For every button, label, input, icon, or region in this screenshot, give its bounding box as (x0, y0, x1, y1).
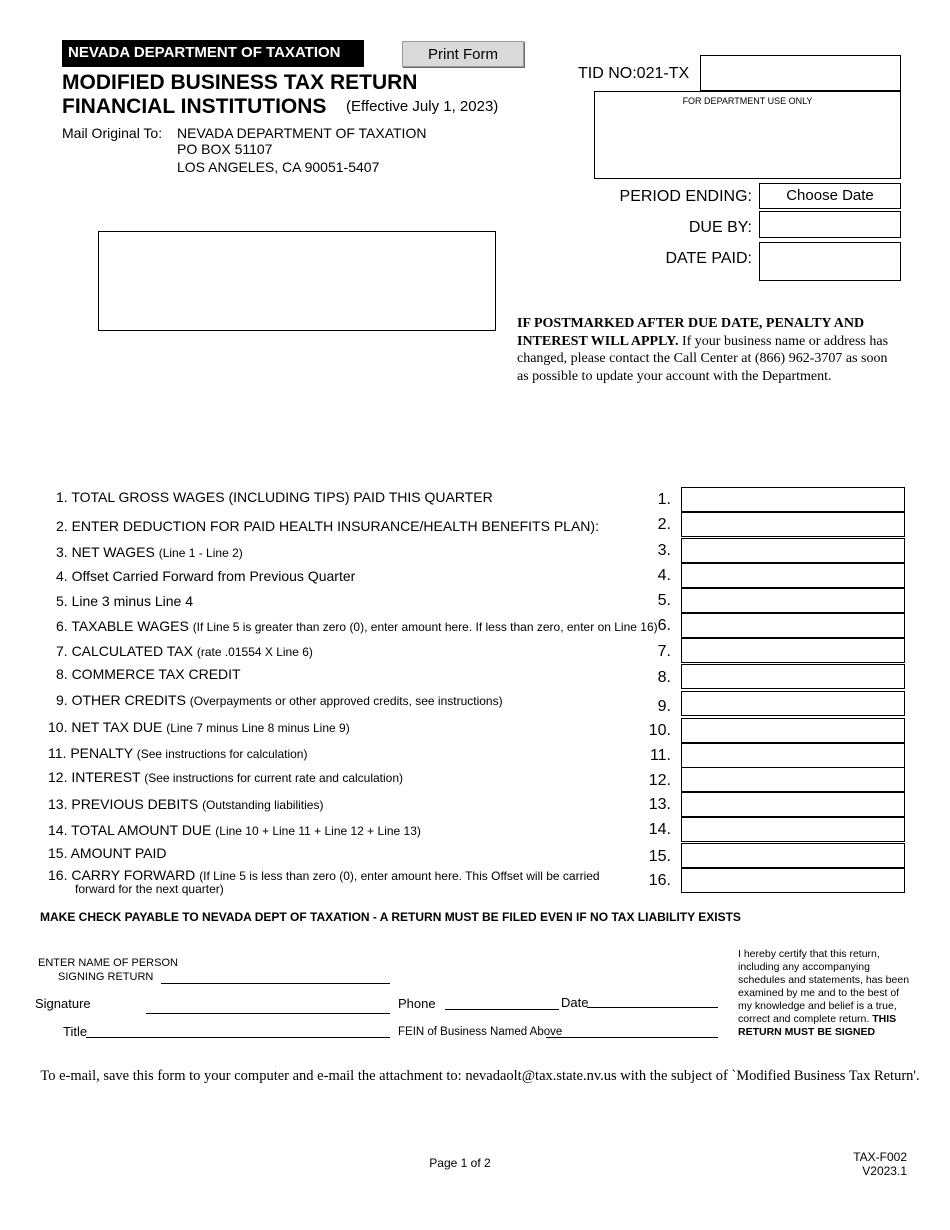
line-10-note: (Line 7 minus Line 8 minus Line 9) (166, 721, 350, 735)
certification-text: I hereby certify that this return, including any accompanying schedules and statements, has been examined by me and to the best of my knowledge and belief is a true, correct and complete return. (738, 948, 910, 1025)
mail-address-line-1: NEVADA DEPARTMENT OF TAXATION (177, 125, 427, 141)
form-code: TAX-F002 (853, 1150, 907, 1164)
line-16-label (48, 867, 600, 895)
line-11-amount-field[interactable] (681, 743, 905, 768)
line-10-label (48, 719, 350, 735)
line-4-text: 4. Offset Carried Forward from Previous Quarter (56, 568, 356, 584)
line-8-number: 8. (657, 669, 671, 686)
signature-label: Signature (35, 996, 91, 1011)
notice-text: If your business name or address has changed, please contact the Call Center at (866) 962-3707 as soon as possible to update your account with the Department. (517, 333, 889, 384)
line-4-number: 4. (657, 567, 671, 584)
line-10-number: 10. (648, 722, 671, 739)
department-use-box (594, 91, 901, 179)
line-3-label (56, 544, 243, 560)
form-version: V2023.1 (862, 1164, 907, 1178)
form-subtitle: FINANCIAL INSTITUTIONS (62, 95, 327, 118)
title-field[interactable] (86, 1037, 390, 1038)
enter-name-label-line-1: ENTER NAME OF PERSON (38, 957, 178, 969)
line-15-number: 15. (648, 848, 671, 865)
tid-label: TID NO:021-TX (578, 65, 690, 82)
line-9-note: (Overpayments or other approved credits, see instructions) (189, 694, 503, 708)
line-11-label (48, 745, 307, 761)
line-16-note: (If Line 5 is less than zero (0), enter amount here. This Offset will be carried (199, 869, 600, 883)
date-label: Date (561, 995, 589, 1010)
mail-address-line-2: PO BOX 51107 (177, 141, 273, 157)
department-use-label: FOR DEPARTMENT USE ONLY (682, 96, 813, 106)
period-ending-date-field[interactable]: Choose Date (759, 183, 901, 209)
line-8-text: 8. COMMERCE TAX CREDIT (56, 666, 241, 682)
line-7-text: 7. CALCULATED TAX (56, 643, 197, 659)
phone-label: Phone (398, 996, 436, 1011)
line-6-label (56, 618, 658, 634)
enter-name-label-line-2: SIGNING RETURN (58, 971, 154, 983)
late-penalty-notice (517, 315, 902, 385)
tid-number-field[interactable] (700, 55, 901, 91)
title-label: Title (63, 1024, 88, 1039)
line-10-amount-field[interactable] (681, 718, 905, 743)
line-9-amount-field[interactable] (681, 691, 905, 716)
line-8-amount-field[interactable] (681, 664, 905, 689)
line-6-amount-field[interactable] (681, 613, 905, 638)
date-paid-field[interactable] (759, 242, 901, 281)
line-2-label (56, 518, 599, 534)
line-2-amount-field[interactable] (681, 512, 905, 537)
line-6-note: (If Line 5 is greater than zero (0), enter amount here. If less than zero, enter on Line 16) (192, 620, 658, 634)
signature-field[interactable] (146, 1013, 390, 1014)
line-12-label (48, 769, 403, 785)
print-form-button[interactable]: Print Form (402, 41, 524, 67)
page-number: Page 1 of 2 (429, 1156, 491, 1170)
date-field[interactable] (587, 1007, 718, 1008)
line-15-label (48, 845, 167, 861)
form-title: MODIFIED BUSINESS TAX RETURN (62, 71, 418, 94)
line-11-note: (See instructions for calculation) (136, 747, 308, 761)
line-16-number: 16. (648, 872, 671, 889)
effective-date: (Effective July 1, 2023) (346, 98, 499, 115)
line-5-label (56, 593, 193, 609)
line-14-amount-field[interactable] (681, 817, 905, 842)
line-13-number: 13. (648, 796, 671, 813)
line-3-note: (Line 1 - Line 2) (158, 546, 243, 560)
line-13-text: 13. PREVIOUS DEBITS (48, 796, 203, 812)
line-5-amount-field[interactable] (681, 588, 905, 613)
line-7-amount-field[interactable] (681, 638, 905, 663)
line-12-number: 12. (648, 772, 671, 789)
line-4-amount-field[interactable] (681, 563, 905, 588)
line-6-number: 6. (657, 617, 671, 634)
line-14-label (48, 822, 421, 838)
make-check-notice: MAKE CHECK PAYABLE TO NEVADA DEPT OF TAXATION - A RETURN MUST BE FILED EVEN IF NO TAX LIABILITY EXISTS (40, 910, 741, 924)
signer-name-field[interactable] (161, 983, 390, 984)
line-11-text: 11. PENALTY (48, 745, 137, 761)
mail-address-line-3: LOS ANGELES, CA 90051-5407 (177, 159, 380, 175)
line-2-number: 2. (657, 516, 671, 533)
line-5-number: 5. (657, 592, 671, 609)
period-ending-label: PERIOD ENDING: (619, 188, 752, 205)
fein-label: FEIN of Business Named Above (398, 1026, 563, 1038)
line-13-note: (Outstanding liabilities) (202, 798, 324, 812)
line-15-amount-field[interactable] (681, 843, 905, 868)
line-6-text: 6. TAXABLE WAGES (56, 618, 193, 634)
line-4-label (56, 568, 355, 584)
line-14-text: 14. TOTAL AMOUNT DUE (48, 822, 216, 838)
due-by-field[interactable] (759, 211, 901, 238)
line-5-text: 5. Line 3 minus Line 4 (56, 593, 193, 609)
mail-to-label: Mail Original To: (62, 125, 163, 141)
line-3-number: 3. (657, 542, 671, 559)
line-9-number: 9. (657, 698, 671, 715)
line-16-note-continued: forward for the next quarter) (75, 882, 224, 896)
fein-field[interactable] (546, 1037, 718, 1038)
line-7-label (56, 643, 313, 659)
line-8-label (56, 666, 241, 682)
line-12-text: 12. INTEREST (48, 769, 145, 785)
line-9-label (56, 692, 503, 708)
due-by-label: DUE BY: (688, 219, 752, 236)
line-1-amount-field[interactable] (681, 487, 905, 512)
line-10-text: 10. NET TAX DUE (48, 719, 167, 735)
line-13-amount-field[interactable] (681, 792, 905, 817)
line-16-amount-field[interactable] (681, 868, 905, 893)
line-14-number: 14. (648, 821, 671, 838)
line-3-text: 3. NET WAGES (56, 544, 159, 560)
line-13-label (48, 796, 323, 812)
business-name-address-field[interactable] (98, 231, 496, 331)
department-banner: NEVADA DEPARTMENT OF TAXATION (62, 40, 364, 67)
line-7-number: 7. (657, 643, 671, 660)
form-id (820, 1150, 907, 1178)
line-2-text: 2. ENTER DEDUCTION FOR PAID HEALTH INSURANCE/HEALTH BENEFITS PLAN): (56, 518, 599, 534)
line-1-text: 1. TOTAL GROSS WAGES (INCLUDING TIPS) PAID THIS QUARTER (56, 489, 493, 505)
phone-field[interactable] (445, 1009, 559, 1010)
line-16-text: 16. CARRY FORWARD (48, 867, 200, 883)
certification-bold: THIS RETURN MUST BE SIGNED (738, 1013, 897, 1038)
line-1-label (56, 489, 493, 505)
notice-bold-text: IF POSTMARKED AFTER DUE DATE, PENALTY AND INTEREST WILL APPLY. (517, 316, 865, 349)
line-7-note: (rate .01554 X Line 6) (196, 645, 313, 659)
line-14-note: (Line 10 + Line 11 + Line 12 + Line 13) (215, 824, 421, 838)
line-9-text: 9. OTHER CREDITS (56, 692, 190, 708)
line-12-note: (See instructions for current rate and calculation) (144, 771, 404, 785)
line-15-text: 15. AMOUNT PAID (48, 845, 167, 861)
certification-statement (738, 948, 913, 1039)
date-paid-label: DATE PAID: (665, 250, 752, 267)
line-1-number: 1. (657, 491, 671, 508)
line-12-amount-field[interactable] (681, 767, 905, 792)
line-3-amount-field[interactable] (681, 538, 905, 563)
line-11-number: 11. (649, 747, 671, 764)
email-instructions: To e-mail, save this form to your computer and e-mail the attachment to: nevadaolt@tax.state.nv.us with the subject of `Modified Business Tax Return'. (40, 1068, 920, 1084)
